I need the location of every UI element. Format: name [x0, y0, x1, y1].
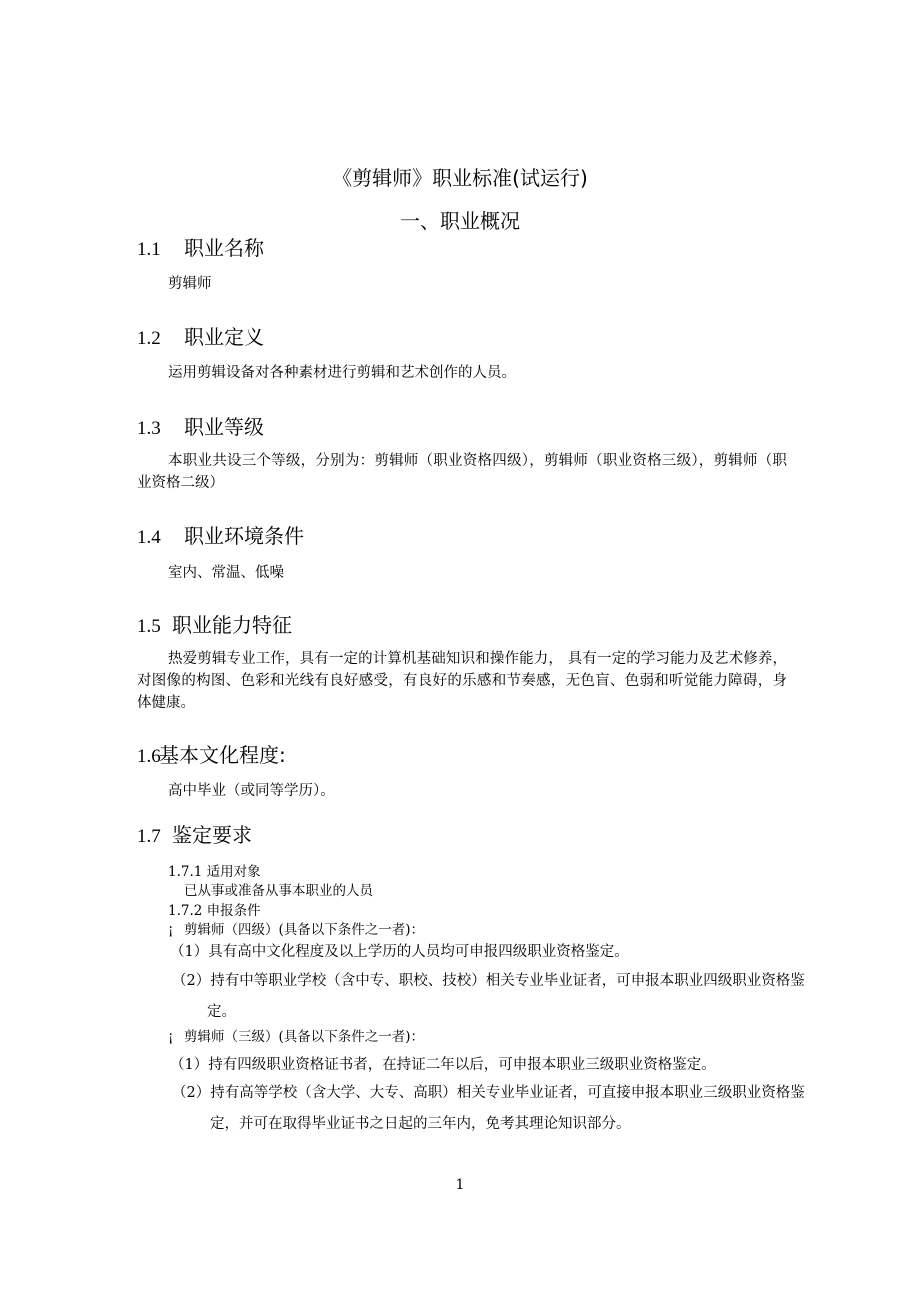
subsection-1-7-2-label: 1.7.2 申报条件	[168, 903, 261, 919]
level3-item-2: （2）持有高等学校（含大学、大专、高职）相关专业毕业证者，可直接申报本职业三级职业资格鉴定，并可在取得毕业证书之日起的三年内，免考其理论知识部分。	[172, 1085, 805, 1132]
section-text-1-5: 热爱剪辑专业工作，具有一定的计算机基础知识和操作能力， 具有一定的学习能力及艺术修养，对图像的构图、色彩和光线有良好感受，有良好的乐感和节奏感，无色盲、色弱和听觉能力障碍，身体健康。	[137, 651, 787, 711]
section-heading-1-7	[137, 819, 252, 848]
subsection-1-7-1-label: 1.7.1 适用对象	[168, 864, 261, 880]
section-heading-1-3	[137, 411, 264, 440]
section-text-1-4: 室内、常温、低噪	[168, 565, 284, 581]
level4-heading-text: 剪辑师（四级）(具备以下条件之一者)：	[184, 922, 425, 938]
section-number: 1.1	[137, 239, 161, 260]
section-title: 基本文化程度:	[159, 743, 286, 767]
document-title: 《剪辑师》职业标准(试运行)	[332, 166, 588, 190]
section-number: 1.3	[137, 418, 161, 439]
section-text-1-1: 剪辑师	[168, 276, 212, 292]
section-heading-1-1	[137, 232, 264, 261]
section-title: 职业等级	[184, 415, 264, 439]
subsection-1-7-1-text: 已从事或准备从事本职业的人员	[184, 883, 373, 899]
page-number: 1	[455, 1177, 465, 1193]
section-title: 职业环境条件	[184, 524, 304, 548]
section-number: 1.6	[137, 746, 161, 767]
level4-item-1: （1）具有高中文化程度及以上学历的人员均可申报四级职业资格鉴定。	[170, 944, 629, 960]
level4-item-2: （2）持有中等职业学校（含中专、职校、技校）相关专业毕业证者，可申报本职业四级职业资格鉴定。	[172, 973, 805, 1020]
section-title: 职业定义	[184, 325, 264, 349]
section-number: 1.5	[137, 616, 161, 637]
level3-item-1: （1）持有四级职业资格证书者，在持证二年以后，可申报本职业三级职业资格鉴定。	[170, 1057, 716, 1073]
section-text-1-2: 运用剪辑设备对各种素材进行剪辑和艺术创作的人员。	[168, 365, 516, 381]
section-title: 鉴定要求	[172, 823, 252, 847]
section-heading-1-5	[137, 609, 292, 638]
section-heading-1-4	[137, 520, 304, 549]
section-number: 1.2	[137, 328, 161, 349]
section-heading-1-2	[137, 321, 264, 350]
bullet-icon: ¡	[168, 922, 174, 938]
section-title: 职业名称	[184, 236, 264, 260]
level3-heading	[168, 1025, 424, 1045]
section-number: 1.7	[137, 826, 161, 847]
level3-heading-text: 剪辑师（三级）(具备以下条件之一者)：	[184, 1029, 425, 1045]
section-text-1-6: 高中毕业（或同等学历）。	[168, 783, 335, 799]
section-heading-1-6	[137, 739, 286, 768]
section-text-1-3: 本职业共设三个等级，分别为：剪辑师（职业资格四级），剪辑师（职业资格三级），剪辑师（职业资格二级）	[137, 453, 787, 491]
part-heading: 一、职业概况	[400, 209, 520, 233]
section-title: 职业能力特征	[172, 613, 292, 637]
section-number: 1.4	[137, 527, 161, 548]
level4-heading	[168, 918, 424, 938]
bullet-icon: ¡	[168, 1029, 174, 1045]
